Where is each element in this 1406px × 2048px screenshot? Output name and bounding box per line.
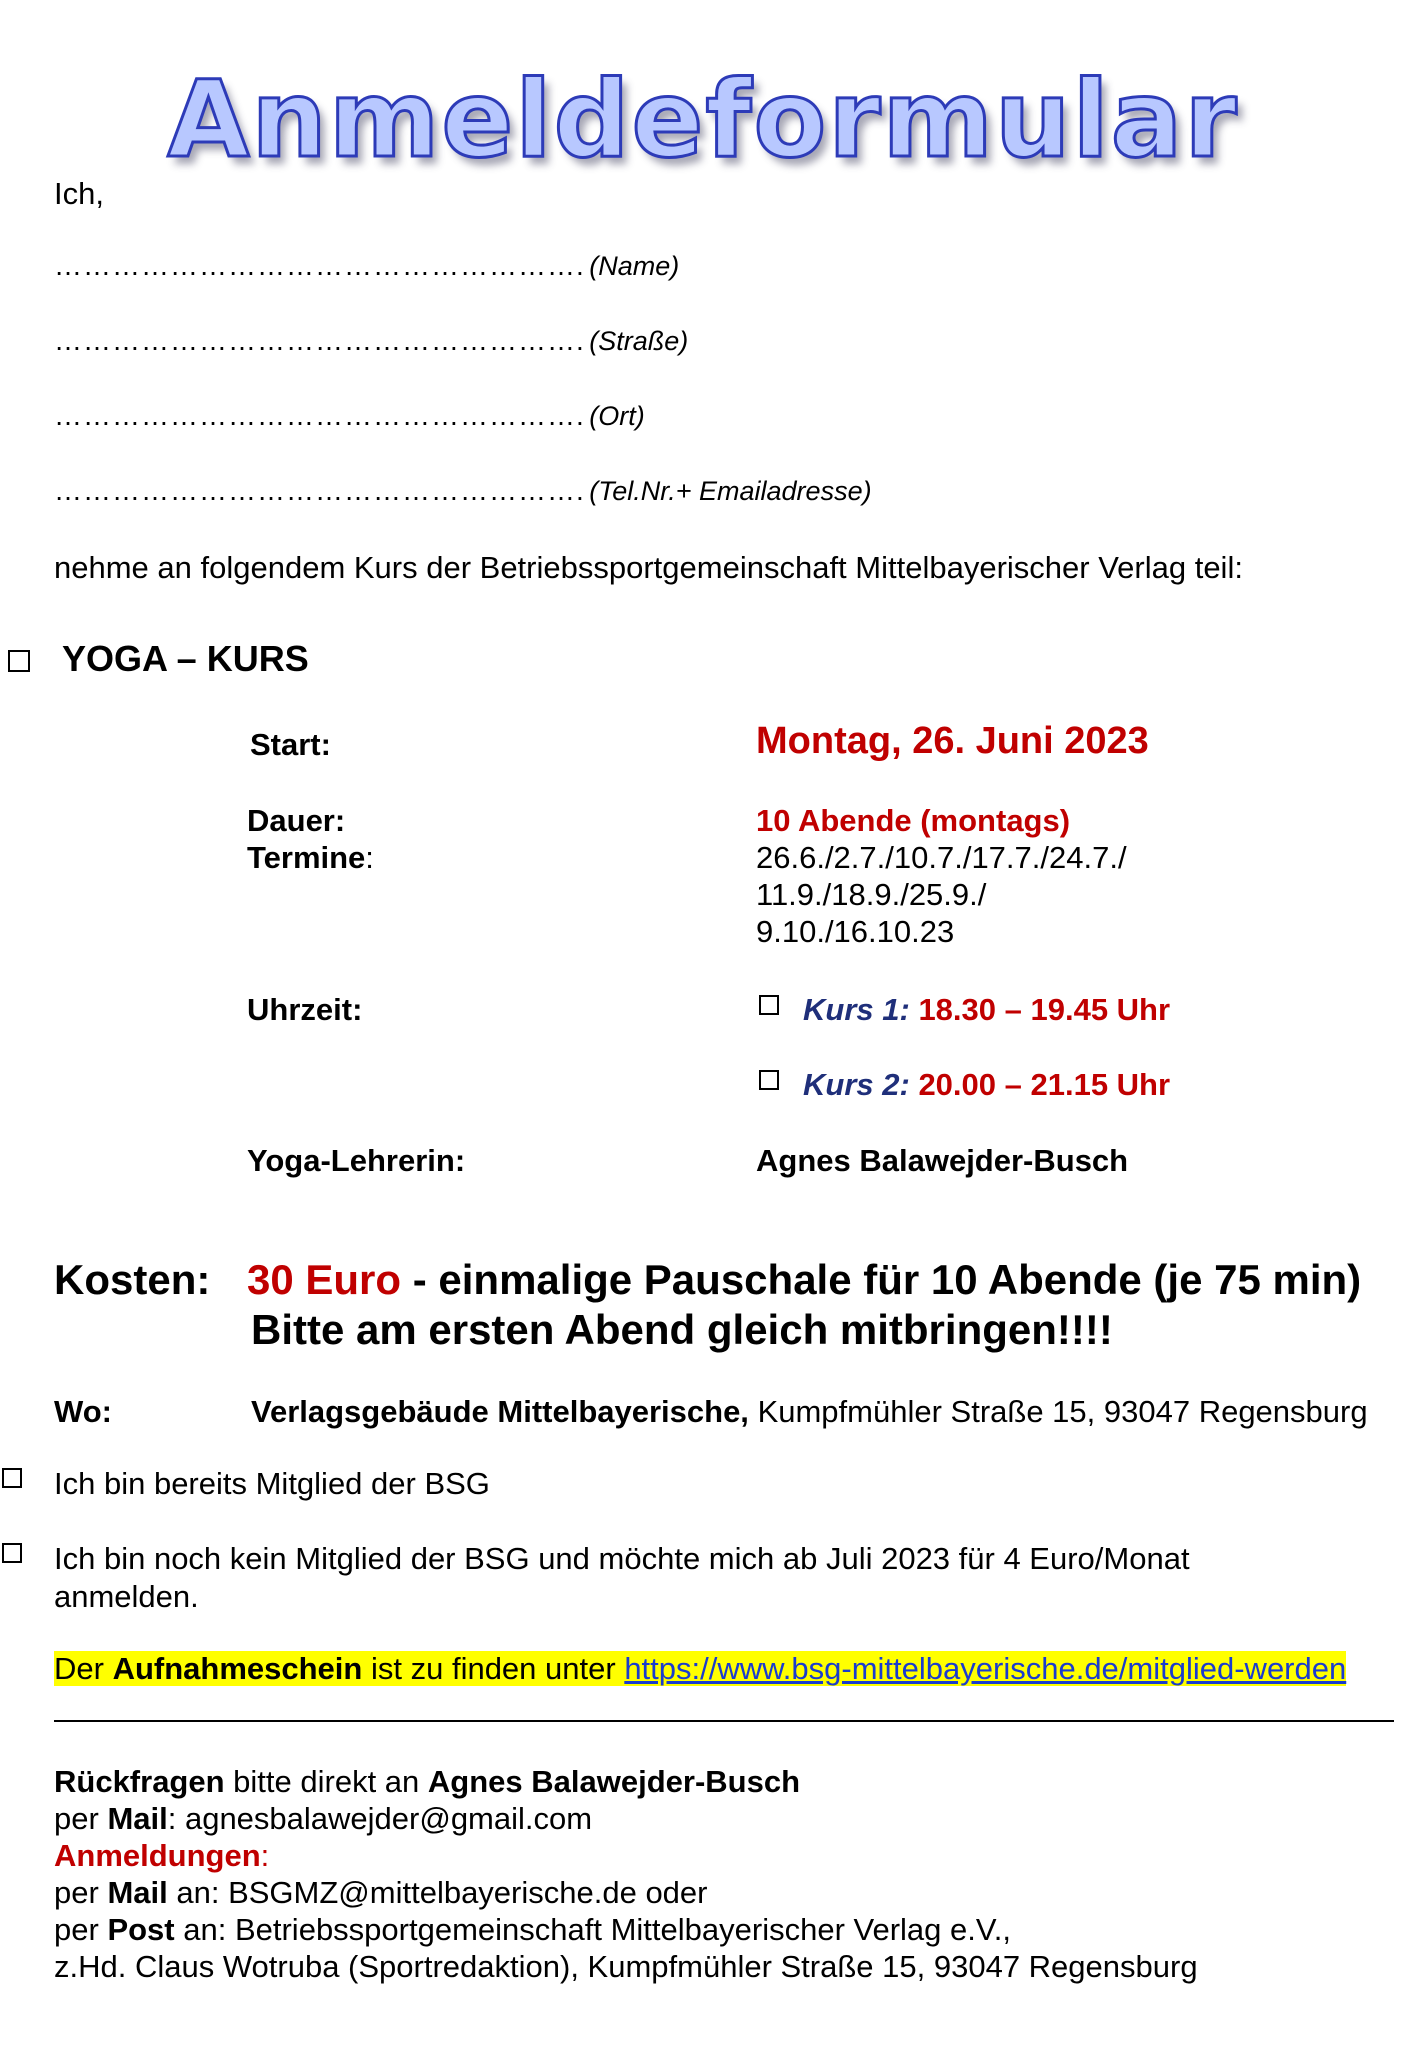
registration-post-line: per Post an: Betriebssportgemeinschaft Mittelbayerischer Verlag e.V.,: [54, 1912, 1011, 1947]
kurs2-option: Kurs 2: 20.00 – 21.15 Uhr: [803, 1067, 1171, 1102]
dates-line-1: 26.6./2.7./10.7./17.7./24.7./: [756, 840, 1127, 875]
city-field-dots: ……………………………………………….: [54, 400, 585, 431]
registration-post-address: z.Hd. Claus Wotruba (Sportredaktion), Kumpfmühler Straße 15, 93047 Regensburg: [54, 1949, 1198, 1984]
duration-value: 10 Abende (montags): [756, 803, 1071, 838]
course-checkbox[interactable]: [8, 650, 30, 672]
questions-mail-line: per Mail: agnesbalawejder@gmail.com: [54, 1801, 593, 1836]
member-no-label-line-2: anmelden.: [54, 1579, 199, 1614]
kurs1-checkbox[interactable]: [759, 995, 779, 1015]
contact-email: : agnesbalawejder@gmail.com: [167, 1801, 593, 1836]
street-field-label: (Straße): [589, 326, 689, 356]
dates-line-2: 11.9./18.9./25.9./: [756, 877, 987, 912]
name-field[interactable]: [54, 250, 679, 282]
registrations-heading: Anmeldungen:: [54, 1838, 270, 1873]
kurs2-time: 20.00 – 21.15 Uhr: [918, 1067, 1171, 1102]
teacher-value: Agnes Balawejder-Busch: [756, 1143, 1129, 1178]
contact-field-label: (Tel.Nr.+ Emailadresse): [589, 476, 872, 506]
contact-field[interactable]: [54, 475, 872, 507]
form-note-highlight: Der Aufnahmeschein ist zu finden unter https://www.bsg-mittelbayerische.de/mitglied-werden: [54, 1651, 1347, 1686]
form-note-bold: Aufnahmeschein: [112, 1651, 363, 1686]
time-label: Uhrzeit:: [247, 992, 363, 1027]
participation-text: nehme an folgendem Kurs der Betriebssportgemeinschaft Mittelbayerischer Verlag teil:: [54, 550, 1243, 585]
location-label: Wo:: [54, 1394, 112, 1429]
kurs2-name: Kurs 2: [803, 1067, 900, 1102]
name-field-dots: ……………………………………………….: [54, 250, 585, 281]
dates-label: Termine:: [247, 840, 374, 875]
divider: [54, 1720, 1394, 1722]
member-yes-label: Ich bin bereits Mitglied der BSG: [54, 1466, 490, 1501]
member-no-checkbox[interactable]: [2, 1543, 22, 1563]
teacher-label: Yoga-Lehrerin:: [247, 1143, 466, 1178]
city-field[interactable]: [54, 400, 645, 432]
kurs1-name: Kurs 1: [803, 992, 900, 1027]
location-building: Verlagsgebäude Mittelbayerische,: [251, 1394, 749, 1429]
contact-name: Agnes Balawejder-Busch: [427, 1764, 801, 1799]
dates-line-3: 9.10./16.10.23: [756, 914, 955, 949]
page-title: Anmeldeformular: [167, 58, 1239, 181]
questions-line: Rückfragen bitte direkt an Agnes Balawejder-Busch: [54, 1764, 801, 1799]
member-no-label-line-1: Ich bin noch kein Mitglied der BSG und möchte mich ab Juli 2023 für 4 Euro/Monat: [54, 1541, 1190, 1576]
city-field-label: (Ort): [589, 401, 645, 431]
duration-label: Dauer:: [247, 803, 346, 838]
start-label: Start:: [250, 727, 331, 762]
membership-form-link[interactable]: https://www.bsg-mittelbayerische.de/mitglied-werden: [624, 1651, 1347, 1686]
costs-line-2: Bitte am ersten Abend gleich mitbringen!!!!: [251, 1306, 1113, 1353]
kurs1-time: 18.30 – 19.45 Uhr: [918, 992, 1171, 1027]
member-yes-checkbox[interactable]: [2, 1468, 22, 1488]
location-address: Kumpfmühler Straße 15, 93047 Regensburg: [757, 1394, 1368, 1429]
costs-line-1: [247, 1256, 1361, 1304]
form-note: [54, 1651, 1346, 1687]
name-field-label: (Name): [589, 251, 680, 281]
start-value: Montag, 26. Juni 2023: [756, 720, 1149, 762]
intro-text: Ich,: [54, 176, 104, 211]
street-field[interactable]: [54, 325, 688, 357]
costs-description: - einmalige Pauschale für 10 Abende (je 75 min): [412, 1256, 1362, 1303]
costs-amount: 30 Euro: [247, 1256, 402, 1303]
course-name: YOGA – KURS: [62, 638, 309, 679]
contact-field-dots: ……………………………………………….: [54, 475, 585, 506]
registration-email: an: BSGMZ@mittelbayerische.de oder: [176, 1875, 708, 1910]
kurs1-option: Kurs 1: 18.30 – 19.45 Uhr: [803, 992, 1171, 1027]
location-value: [251, 1394, 1368, 1430]
registration-mail-line: per Mail an: BSGMZ@mittelbayerische.de oder: [54, 1875, 708, 1910]
costs-label: Kosten:: [54, 1256, 211, 1303]
kurs2-checkbox[interactable]: [759, 1070, 779, 1090]
street-field-dots: ……………………………………………….: [54, 325, 585, 356]
